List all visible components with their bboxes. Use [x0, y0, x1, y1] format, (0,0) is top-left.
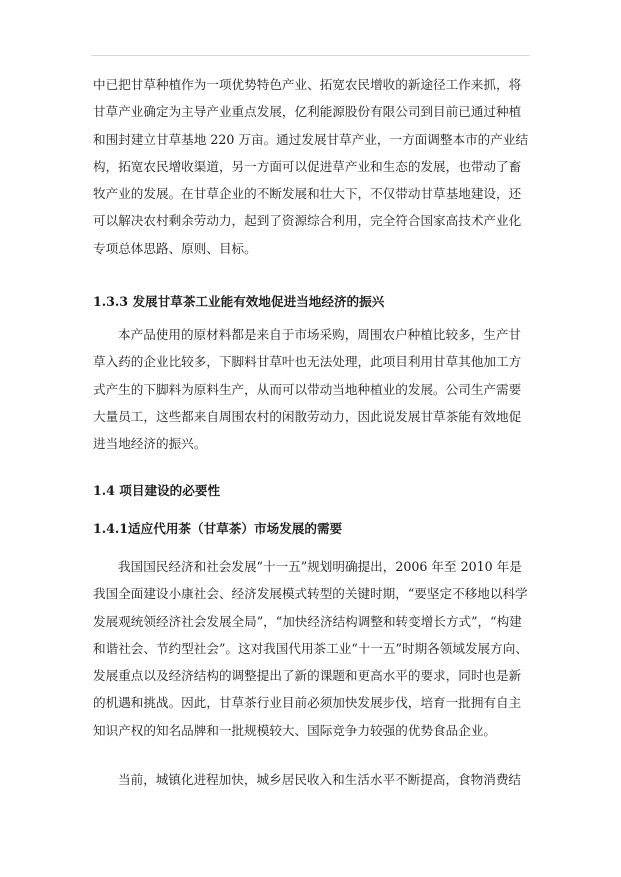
text-line: 牧产业的发展。在甘草企业的不断发展和壮大下，不仅带动甘草基地建设，还: [93, 186, 522, 202]
text-line: 进当地经济的振兴。: [93, 436, 207, 452]
text-line: 和围封建立甘草基地 220 万亩。通过发展甘草产业，一方面调整本市的产业结: [93, 131, 529, 147]
text-line: 我国国民经济和社会发展“十一五”规划明确提出，2006 年至 2010 年是: [118, 559, 522, 574]
paragraph-market-development: [93, 553, 528, 744]
section-heading-1-4: 1.4 项目建设的必要性: [93, 483, 221, 498]
paragraph-sugarcane-planting: [93, 71, 528, 262]
section-heading-1-4-1: 1.4.1适应代用茶（甘草茶）市场发展的需要: [93, 521, 343, 536]
text-line: 我国全面建设小康社会、经济发展模式转型的关键时期，“要坚定不移地以科学: [93, 586, 528, 602]
text-line: 大量员工，这些都来自周围农村的闲散劳动力，因此说发展甘草茶能有效地促: [93, 408, 522, 424]
paragraph-local-economy: [93, 321, 521, 457]
text-line: 的机遇和挑战。因此，甘草茶行业目前必须加快发展步伐，培育一批拥有自主: [93, 695, 522, 711]
text-line: 专项总体思路、原则、目标。: [93, 240, 257, 256]
section-heading-1-3-3: 1.3.3 发展甘草茶工业能有效地促进当地经济的振兴: [93, 294, 385, 309]
header-rule: [91, 55, 530, 56]
text-line: 发展重点以及经济结构的调整提出了新的课题和更高水平的要求，同时也是新: [93, 668, 522, 684]
text-line: 发展观统领经济社会发展全局”，“加快经济结构调整和转变增长方式”，“构建: [93, 613, 522, 629]
paragraph-urbanization: [93, 766, 521, 793]
text-line: 知识产权的知名品牌和一批规模较大、国际竞争力较强的优势食品企业。: [93, 722, 496, 738]
text-line: 本产品使用的原材料都是来自于市场采购，周围农户种植比较多，生产甘: [118, 327, 521, 342]
text-line: 中已把甘草种植作为一项优势特色产业、拓宽农民增收的新途径工作来抓，将: [93, 77, 522, 92]
text-line: 可以解决农村剩余劳动力，起到了资源综合利用，完全符合国家高技术产业化: [93, 213, 522, 229]
text-line: 和谐社会、节约型社会”。这对我国代用茶工业“十一五”时期各领域发展方向、: [93, 640, 528, 656]
text-line: 构，拓宽农民增收渠道，另一方面可以促进草产业和生态的发展，也带动了畜: [93, 158, 522, 174]
text-line: 草入药的企业比较多，下脚料甘草叶也无法处理，此项目利用甘草其他加工方: [93, 354, 522, 370]
text-line: 式产生的下脚料为原料生产，从而可以带动当地种植业的发展。公司生产需要: [93, 381, 522, 397]
text-line: 当前，城镇化进程加快，城乡居民收入和生活水平不断提高，食物消费结: [118, 772, 521, 787]
text-line: 甘草产业确定为主导产业重点发展，亿利能源股份有限公司到目前已通过种植: [93, 104, 522, 120]
